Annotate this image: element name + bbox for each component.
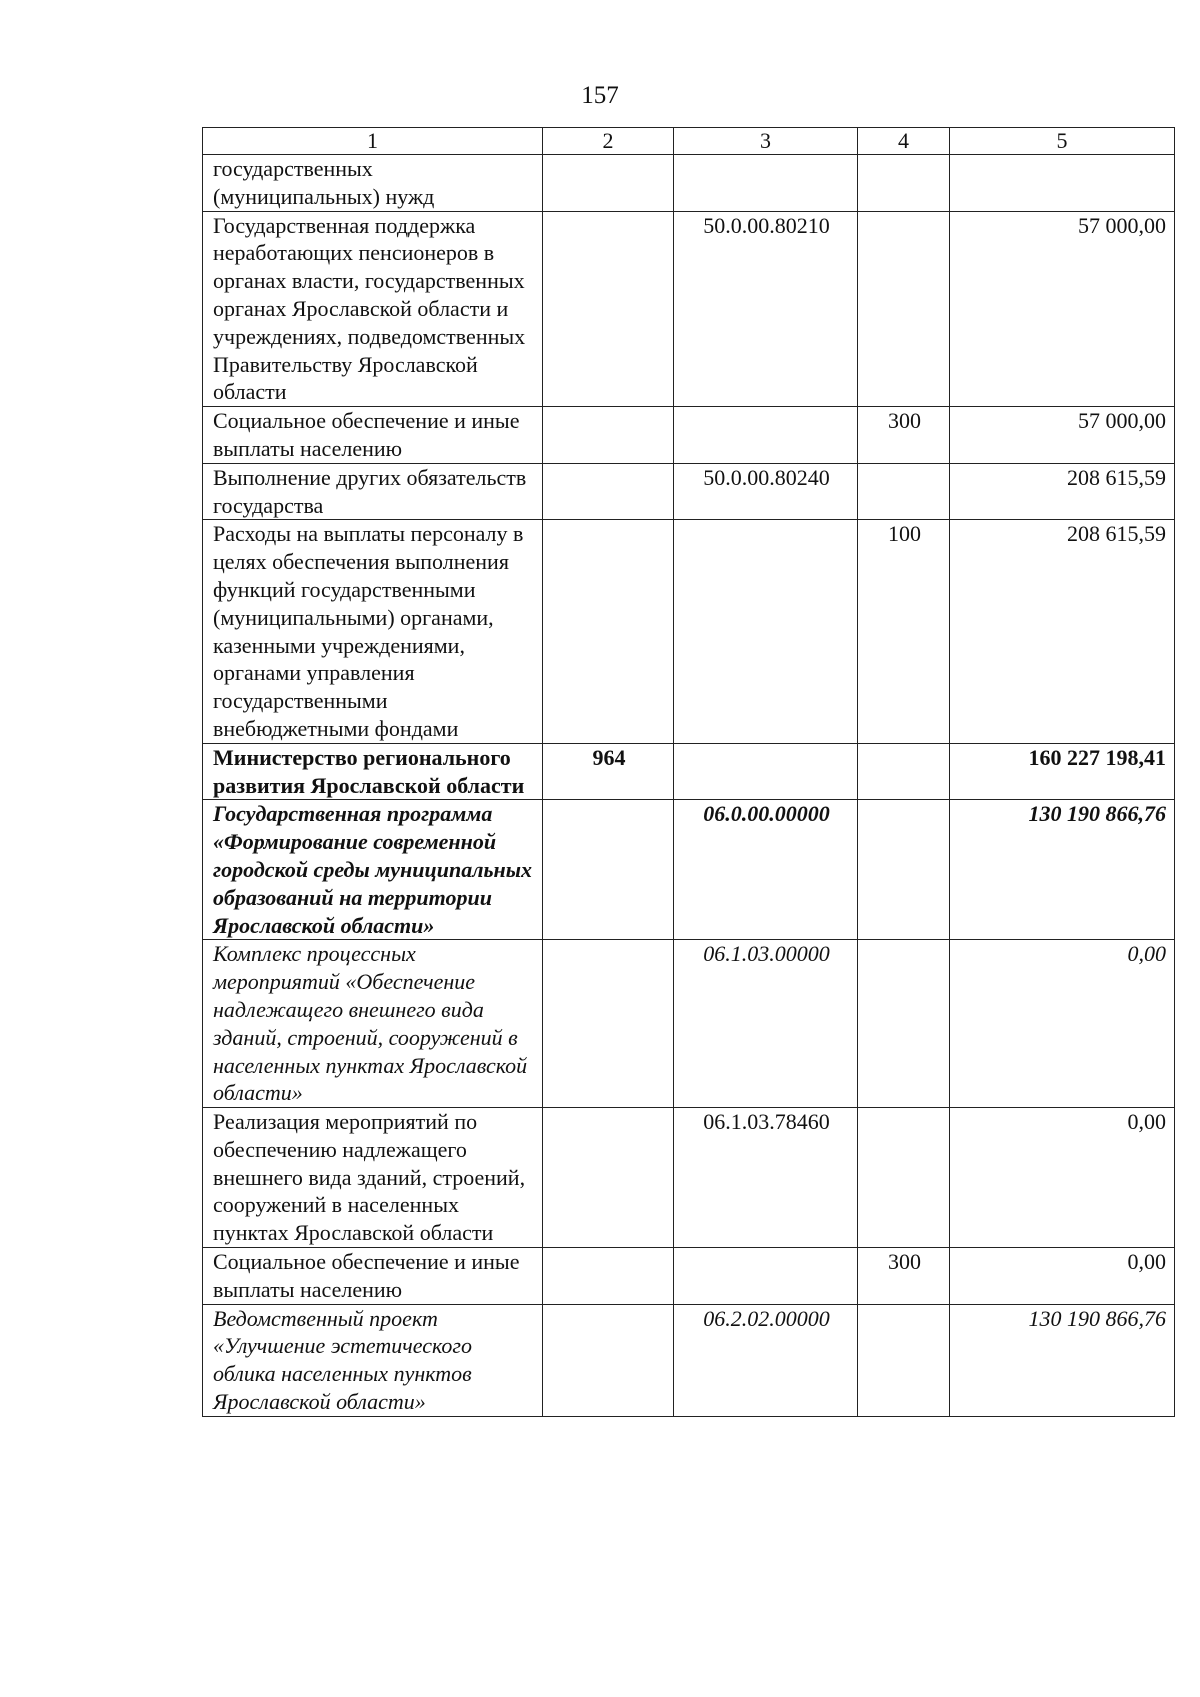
- amount-cell: [950, 155, 1175, 212]
- expense-type-cell: [858, 463, 950, 520]
- target-article-cell: 06.1.03.00000: [674, 940, 858, 1108]
- table-row: [203, 463, 1175, 520]
- department-code-cell: [543, 211, 674, 407]
- amount-cell: 0,00: [950, 1248, 1175, 1305]
- target-article-cell: 06.1.03.78460: [674, 1108, 858, 1248]
- department-code-cell: [543, 940, 674, 1108]
- table-row: [203, 800, 1175, 940]
- table-row: [203, 1248, 1175, 1305]
- amount-cell: 208 615,59: [950, 463, 1175, 520]
- department-code-cell: 964: [543, 743, 674, 800]
- amount-cell: 57 000,00: [950, 407, 1175, 464]
- item-name-cell: государственных (муниципальных) нужд: [203, 155, 543, 212]
- item-name-cell: Социальное обеспечение и иные выплаты населению: [203, 1248, 543, 1305]
- item-name-cell: Социальное обеспечение и иные выплаты населению: [203, 407, 543, 464]
- expense-type-cell: 300: [858, 1248, 950, 1305]
- amount-cell: 130 190 866,76: [950, 800, 1175, 940]
- expense-type-cell: 300: [858, 407, 950, 464]
- table-row: [203, 520, 1175, 743]
- expense-type-cell: [858, 1304, 950, 1416]
- expense-type-cell: [858, 155, 950, 212]
- target-article-cell: 06.2.02.00000: [674, 1304, 858, 1416]
- target-article-cell: 06.0.00.00000: [674, 800, 858, 940]
- header-row: [203, 128, 1175, 155]
- department-code-cell: [543, 407, 674, 464]
- item-name-cell: Государственная программа «Формирование современной городской среды муниципальных образований на территории Ярославской области»: [203, 800, 543, 940]
- item-name-cell: Выполнение других обязательств государства: [203, 463, 543, 520]
- amount-cell: 160 227 198,41: [950, 743, 1175, 800]
- item-name-cell: Министерство регионального развития Ярославской области: [203, 743, 543, 800]
- department-code-cell: [543, 520, 674, 743]
- department-code-cell: [543, 155, 674, 212]
- target-article-cell: [674, 1248, 858, 1305]
- item-name-cell: Реализация мероприятий по обеспечению надлежащего внешнего вида зданий, строений, сооружений в населенных пунктах Ярославской области: [203, 1108, 543, 1248]
- table-row: [203, 407, 1175, 464]
- table-row: [203, 940, 1175, 1108]
- item-name-cell: Ведомственный проект «Улучшение эстетического облика населенных пунктов Ярославской области»: [203, 1304, 543, 1416]
- target-article-cell: [674, 520, 858, 743]
- column-header-3: 3: [674, 128, 858, 155]
- table-row: [203, 211, 1175, 407]
- table-row: [203, 743, 1175, 800]
- target-article-cell: 50.0.00.80210: [674, 211, 858, 407]
- expense-type-cell: [858, 800, 950, 940]
- item-name-cell: Расходы на выплаты персоналу в целях обеспечения выполнения функций государственными (муниципальными) органами, казенными учреждениями, органами управления государственными внебюджетными фондами: [203, 520, 543, 743]
- target-article-cell: 50.0.00.80240: [674, 463, 858, 520]
- expense-type-cell: [858, 211, 950, 407]
- item-name-cell: Комплекс процессных мероприятий «Обеспечение надлежащего внешнего вида зданий, строений, сооружений в населенных пунктах Ярославской области»: [203, 940, 543, 1108]
- amount-cell: 57 000,00: [950, 211, 1175, 407]
- table-row: [203, 155, 1175, 212]
- budget-table: [202, 127, 1175, 1417]
- expense-type-cell: 100: [858, 520, 950, 743]
- column-header-2: 2: [543, 128, 674, 155]
- column-header-5: 5: [950, 128, 1175, 155]
- department-code-cell: [543, 1304, 674, 1416]
- target-article-cell: [674, 155, 858, 212]
- amount-cell: 0,00: [950, 940, 1175, 1108]
- column-header-4: 4: [858, 128, 950, 155]
- item-name-cell: Государственная поддержка неработающих пенсионеров в органах власти, государственных органах Ярославской области и учреждениях, подведомственных Правительству Ярославской области: [203, 211, 543, 407]
- amount-cell: 208 615,59: [950, 520, 1175, 743]
- amount-cell: 0,00: [950, 1108, 1175, 1248]
- expense-type-cell: [858, 1108, 950, 1248]
- department-code-cell: [543, 463, 674, 520]
- department-code-cell: [543, 1248, 674, 1305]
- table-body: [203, 155, 1175, 1417]
- expense-type-cell: [858, 940, 950, 1108]
- table-row: [203, 1108, 1175, 1248]
- table-row: [203, 1304, 1175, 1416]
- target-article-cell: [674, 743, 858, 800]
- department-code-cell: [543, 1108, 674, 1248]
- target-article-cell: [674, 407, 858, 464]
- expense-type-cell: [858, 743, 950, 800]
- amount-cell: 130 190 866,76: [950, 1304, 1175, 1416]
- column-header-1: 1: [203, 128, 543, 155]
- page-number: 157: [581, 82, 619, 109]
- department-code-cell: [543, 800, 674, 940]
